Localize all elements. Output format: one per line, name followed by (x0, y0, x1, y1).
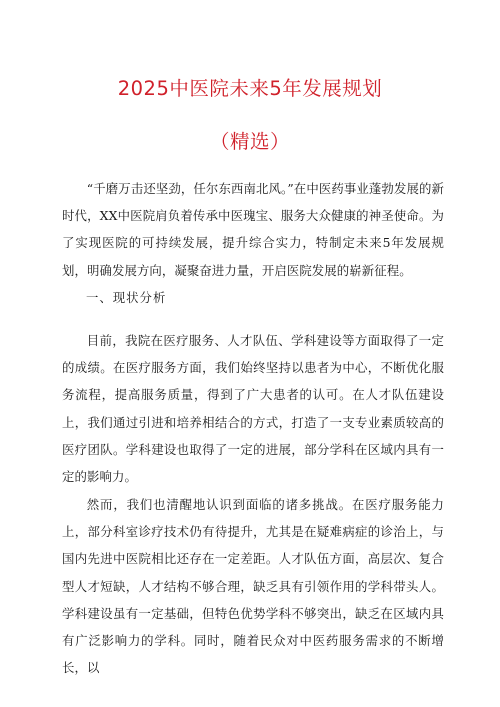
document-subtitle: （精选） (209, 130, 290, 153)
status-paragraph-2: 然而，我们也清醒地认识到面临的诸多挑战。在医疗服务能力上，部分科室诊疗技术仍有待提升，尤其是在疑难病症的诊治上，与国内先进中医院相比还存在一定差距。人才队伍方面，高层次、复合型人才短缺，人才结构不够合理，缺乏具有引领作用的学科带头人。学科建设虽有一定基础，但特色优势学科不够突出，缺乏在区域内具有广泛影响力的学科。同时，随着民众对中医药服务需求的不断增长，以 (62, 497, 444, 676)
document-title: 2025中医院未来5年发展规划 (117, 77, 383, 100)
section-heading: 一、现状分析 (86, 290, 167, 305)
intro-paragraph: “千磨万击还坚劲，任尔东西南北风。”在中医药事业蓬勃发展的新时代，XX中医院肩负着传承中医瑰宝、服务大众健康的神圣使命。为了实现医院的可持续发展，提升综合实力，特制定未来5年发展规划，明确发展方向，凝聚奋进力量，开启医院发展的崭新征程。 (62, 181, 444, 278)
status-paragraph-1: 目前，我院在医疗服务、人才队伍、学科建设等方面取得了一定的成绩。在医疗服务方面，我们始终坚持以患者为中心，不断优化服务流程，提高服务质量，得到了广大患者的认可。在人才队伍建设上，我们通过引进和培养相结合的方式，打造了一支专业素质较高的医疗团队。学科建设也取得了一定的进展，部分学科在区域内具有一定的影响力。 (62, 333, 444, 485)
